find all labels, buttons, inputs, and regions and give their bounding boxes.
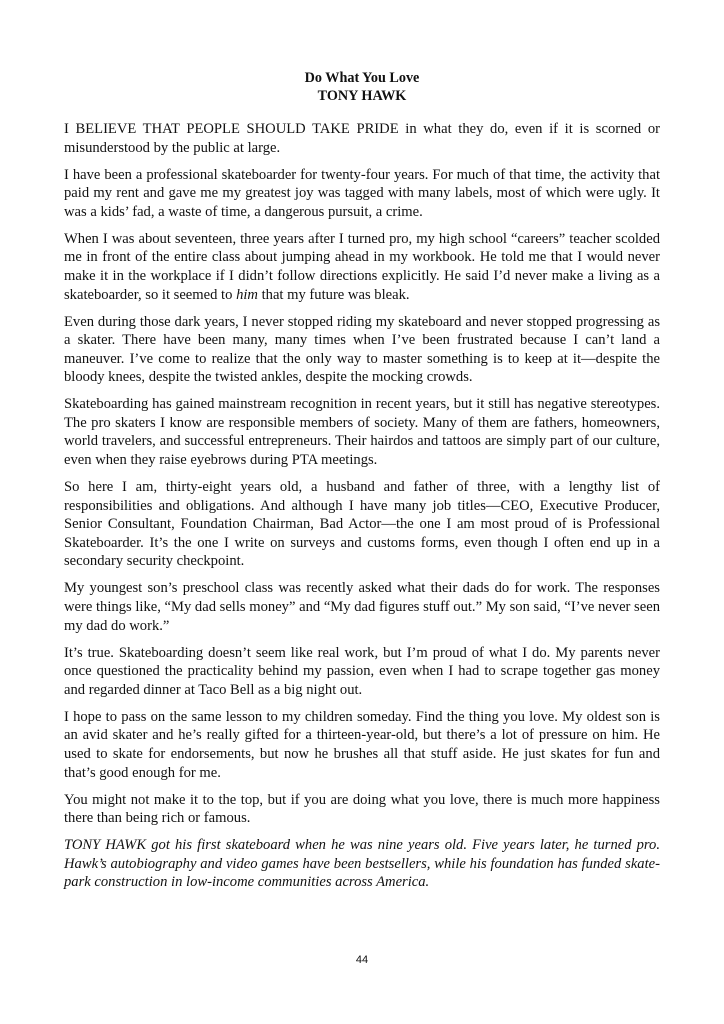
paragraph-1: [64, 120, 660, 157]
title-block: [0, 69, 724, 105]
paragraph-9: I hope to pass on the same lesson to my children someday. Find the thing you love. My oldest son is an avid skater and he’s really gifted for a thirteen-year-old, but there’s a lot of pressure on him. He used to skate for endorsements, but now he brushes all that stuff aside. He just skates for fun and that’s good enough for me.: [64, 708, 660, 781]
paragraph-5: Skateboarding has gained mainstream recognition in recent years, but it still has negative stereotypes. The pro skaters I know are responsible members of society. Many of them are fathers, homeowners, world travelers, and successful entrepreneurs. Their hairdos and tattoos are simply part of our culture, even when they raise eyebrows during PTA meetings.: [64, 396, 660, 469]
paragraph-6: So here I am, thirty-eight years old, a husband and father of three, with a lengthy list of responsibilities and obligations. And although I have many job titles—CEO, Executive Producer, Senior Consultant, Foundation Chairman, Bad Actor—the one I am most proud of is Professional Skateboarder. It’s the one I write on surveys and customs forms, even though I often end up in a secondary security checkpoint.: [64, 479, 660, 570]
paragraph-3-part-a: When I was about seventeen, three years after I turned pro, my high school “careers” teacher scolded me in front of the entire class about jumping ahead in my workbook. He told me that I would never make it in the workplace if I didn’t follow directions explicitly. He said I’d never make a living as a skateboarder, so it seemed to: [64, 230, 660, 303]
essay-author: TONY HAWK: [317, 88, 407, 104]
paragraph-3-part-b: that my future was bleak.: [257, 286, 410, 303]
paragraph-3: [64, 230, 660, 304]
author-bio-text: got his first skateboard when he was nine years old. Five years later, he turned pro. Hawk’s autobiography and video games have been bestsellers, while his foundation has funded skate-park construction in low-income communities across America.: [64, 837, 660, 891]
paragraph-7: My youngest son’s preschool class was recently asked what their dads do for work. The responses were things like, “My dad sells money” and “My dad figures stuff out.” My son said, “I’ve never seen my dad do work.”: [64, 580, 660, 634]
paragraph-2: I have been a professional skateboarder for twenty-four years. For much of that time, the activity that paid my rent and gave me my greatest joy was tagged with many labels, most of which were ugly. It was a kids’ fad, a waste of time, a dangerous pursuit, a crime.: [64, 166, 660, 220]
paragraph-8: It’s true. Skateboarding doesn’t seem like real work, but I’m proud of what I do. My parents never once questioned the practicality behind my passion, even when I had to scrape together gas money and regarded dinner at Taco Bell as a big night out.: [64, 644, 660, 698]
essay-title: Do What You Love: [304, 70, 420, 86]
essay-body: [64, 120, 660, 900]
paragraph-1-lead: I BELIEVE THAT PEOPLE SHOULD TAKE PRIDE: [64, 121, 399, 137]
author-bio: [64, 836, 660, 892]
author-bio-name: TONY HAWK: [64, 837, 147, 854]
page-number: 44: [355, 954, 369, 966]
paragraph-10: You might not make it to the top, but if you are doing what you love, there is much more happiness there than being rich or famous.: [64, 791, 660, 827]
paragraph-3-emphasis: him: [236, 286, 258, 303]
paragraph-4: Even during those dark years, I never stopped riding my skateboard and never stopped progressing as a skater. There have been many, many times when I’ve been frustrated because I can’t land a maneuver. I’ve come to realize that the only way to master something is to keep at it—despite the bloody knees, despite the twisted ankles, despite the mocking crowds.: [64, 313, 660, 386]
paragraph-1-rest: in what they do, even if it is scorned or misunderstood by the public at large.: [64, 121, 660, 156]
